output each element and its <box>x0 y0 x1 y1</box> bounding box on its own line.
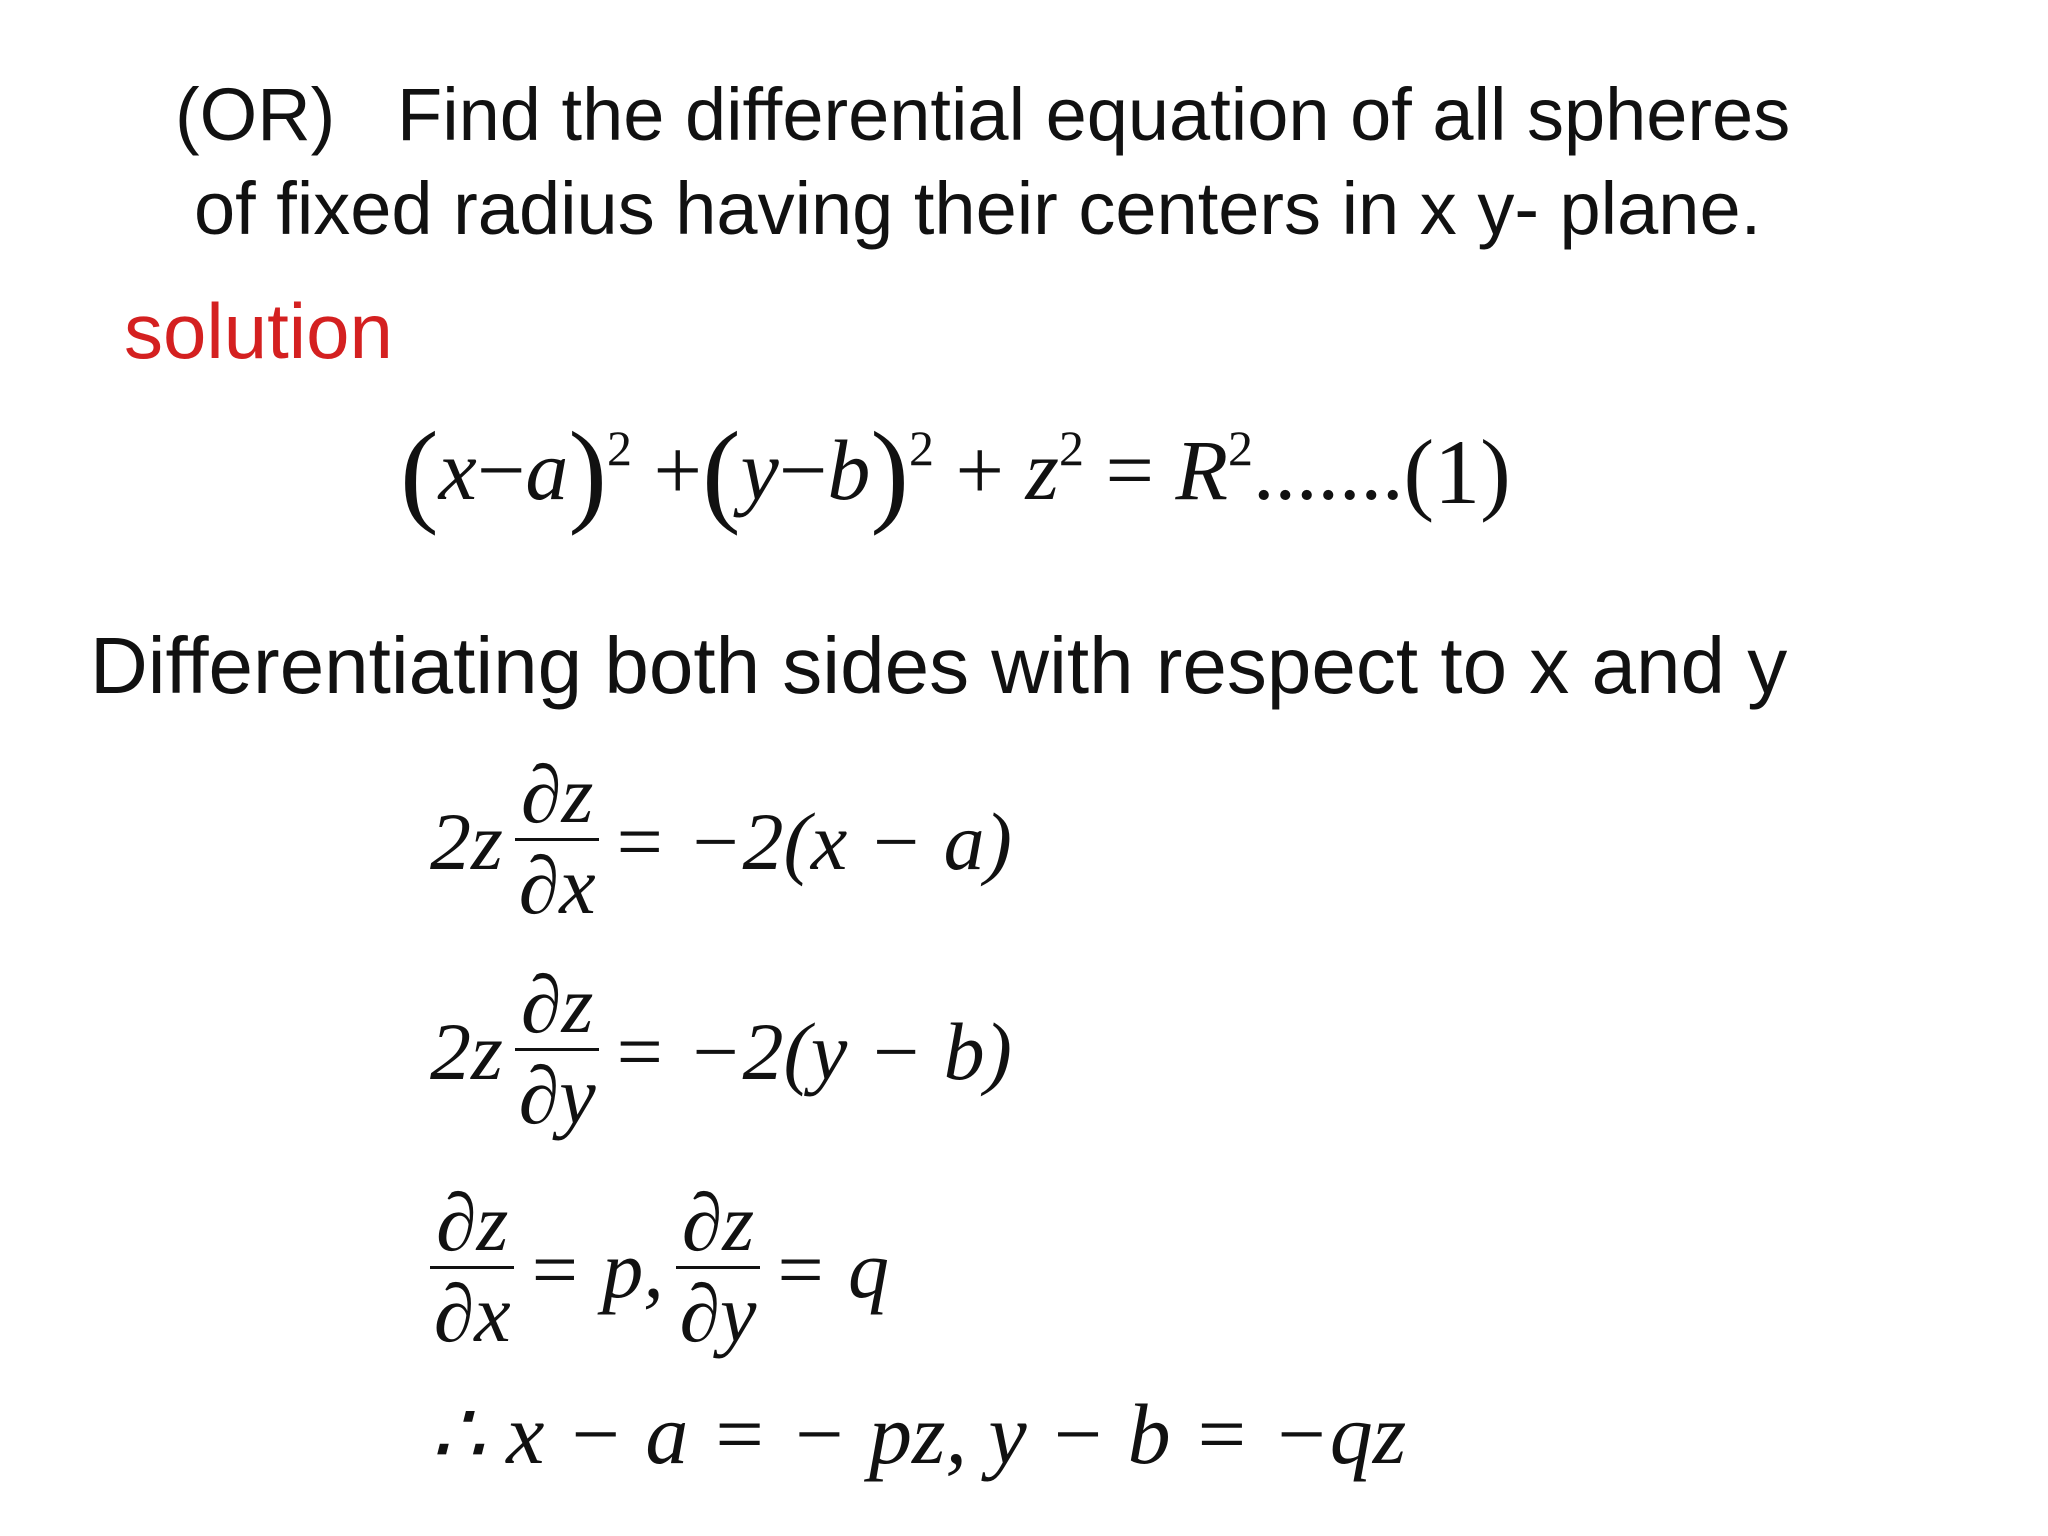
two-z: 2z <box>430 795 503 887</box>
numerator: ∂z <box>515 962 599 1051</box>
rhs: = −2(x − a) <box>611 795 1012 887</box>
two-z: 2z <box>430 1005 503 1097</box>
fraction-dz-dx <box>515 749 599 932</box>
denominator: ∂x <box>518 840 596 932</box>
numerator: ∂z <box>515 752 599 841</box>
equals-p: = p, <box>526 1223 664 1315</box>
dots: ....... <box>1253 422 1404 518</box>
exponent: 2 <box>1228 420 1253 476</box>
minus-sign: − <box>476 422 526 518</box>
exponent: 2 <box>908 420 934 476</box>
fraction-dz-dy <box>515 959 599 1142</box>
denominator: ∂x <box>433 1268 511 1360</box>
question-line-1 <box>175 72 1790 157</box>
var-x: x <box>438 422 477 518</box>
plus-sign: + <box>653 422 702 518</box>
conclusion-text: ∴ x − a = − pz, y − b = −qz <box>430 1386 1407 1482</box>
differentiating-text: Differentiating both sides with respect to x and y <box>90 621 1788 710</box>
exponent: 2 <box>606 420 632 476</box>
numerator: ∂z <box>676 1180 760 1269</box>
fraction-dz-dx <box>430 1177 514 1360</box>
conclusion-equation <box>430 1384 1406 1484</box>
or-prefix: (OR) <box>175 73 336 156</box>
var-z: z <box>1025 422 1059 518</box>
solution-label: solution <box>124 287 393 375</box>
minus-sign: − <box>778 422 828 518</box>
equation-label: (1) <box>1403 421 1511 523</box>
numerator: ∂z <box>430 1180 514 1269</box>
plus-sign: + <box>955 422 1004 518</box>
exponent: 2 <box>1058 420 1084 476</box>
var-a: a <box>525 422 569 518</box>
sphere-equation: $(x-a)^2 +(y-b)^2 + z^2 = R^2.......(1)$ <box>400 409 1511 537</box>
question-text-1: Find the differential equation of all spheres <box>397 73 1791 156</box>
denominator: ∂y <box>518 1050 596 1142</box>
denominator: ∂y <box>679 1268 757 1360</box>
equation-dz-dy <box>430 959 1012 1142</box>
equation-dz-dx <box>430 749 1012 932</box>
fraction-dz-dy <box>676 1177 760 1360</box>
equation-p-q-definition <box>430 1177 890 1360</box>
var-b: b <box>827 422 871 518</box>
equals-q: = q <box>772 1223 890 1315</box>
equals-sign: = <box>1105 422 1154 518</box>
question-line-2: of fixed radius having their centers in x y- plane. <box>194 167 1762 250</box>
rhs: = −2(y − b) <box>611 1005 1012 1097</box>
var-R: R <box>1175 422 1228 518</box>
var-y: y <box>740 422 779 518</box>
